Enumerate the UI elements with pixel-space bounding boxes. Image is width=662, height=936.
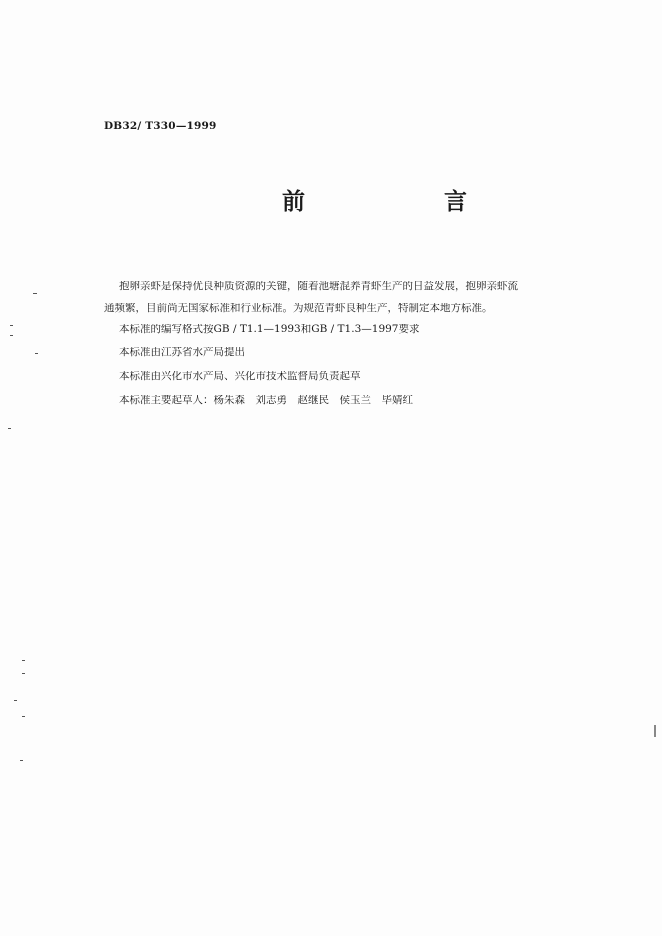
page-title: 前 言 xyxy=(282,188,525,215)
scan-speck xyxy=(10,325,13,326)
scan-speck xyxy=(20,760,23,761)
paragraph-line: 抱卵亲虾是保持优良种质资源的关键，随着池塘混养青虾生产的日益发展，抱卵亲虾流 xyxy=(119,281,518,292)
scan-speck xyxy=(33,293,37,294)
drafter-statement: 本标准由兴化市水产局、兴化市技术监督局负责起草 xyxy=(119,371,361,382)
scan-speck xyxy=(22,673,25,674)
scan-speck xyxy=(654,725,656,737)
scan-speck xyxy=(22,716,25,717)
standard-code: DB32/ T330—1999 xyxy=(104,120,217,132)
scan-speck xyxy=(22,660,25,661)
scan-speck xyxy=(14,700,17,701)
authors-statement: 本标准主要起草人：杨朱森 刘志勇 赵继民 侯玉兰 毕婧红 xyxy=(119,395,413,406)
scan-speck xyxy=(35,353,38,354)
paragraph-line: 通频繁，目前尚无国家标准和行业标准。为规范青虾良种生产，特制定本地方标准。 xyxy=(104,303,493,314)
scan-speck xyxy=(8,428,11,429)
proposer-statement: 本标准由江苏省水产局提出 xyxy=(119,347,245,358)
scan-speck xyxy=(10,335,13,336)
format-statement: 本标准的编写格式按GB / T1.1—1993和GB / T1.3—1997要求 xyxy=(119,324,420,335)
